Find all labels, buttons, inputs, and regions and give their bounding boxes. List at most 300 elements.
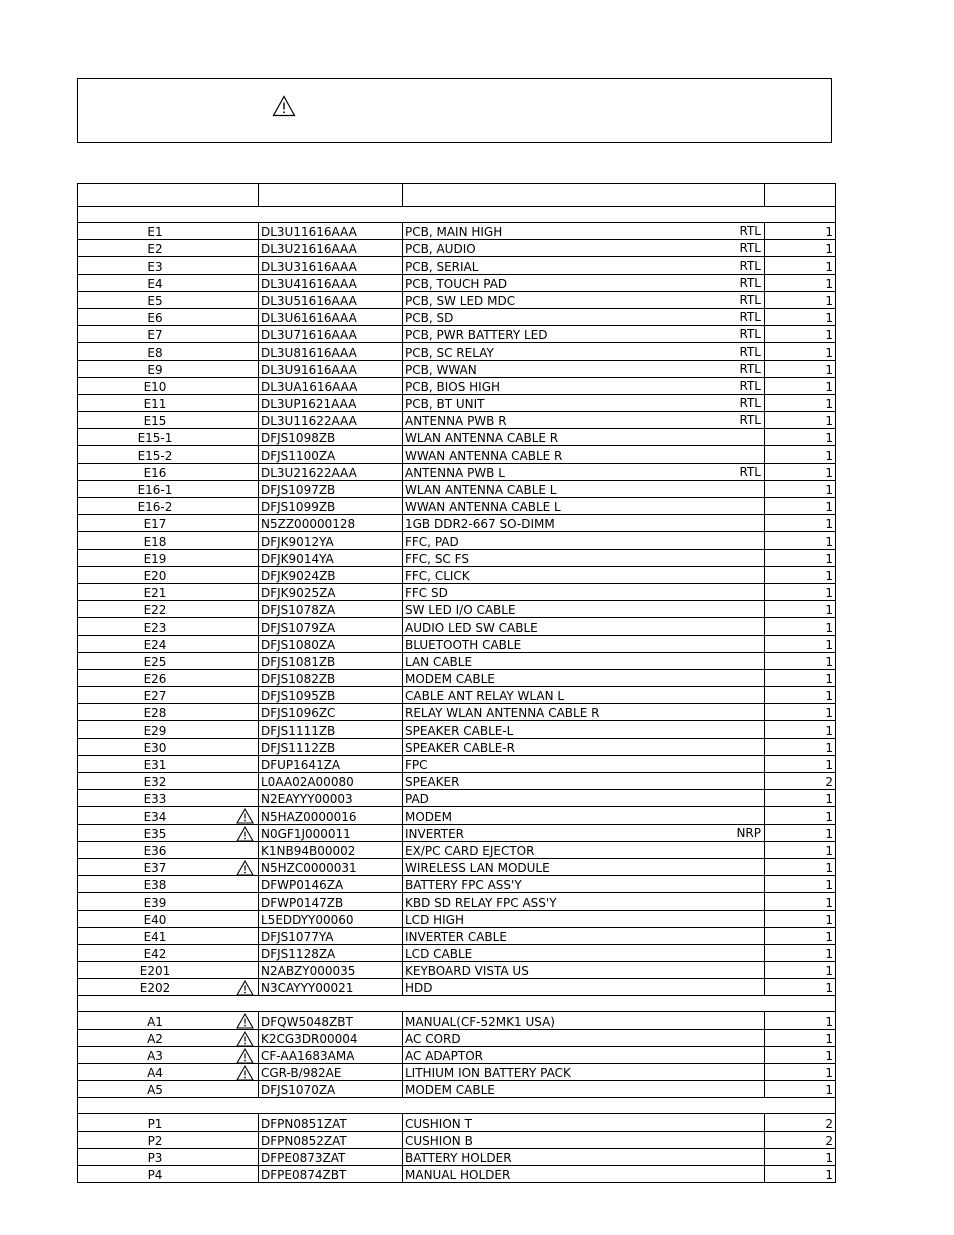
description: WIRELESS LAN MODULE	[405, 861, 550, 876]
ref-cell	[78, 446, 259, 463]
part-no: DFJS1077YA	[259, 927, 403, 944]
description: WWAN ANTENNA CABLE R	[405, 448, 563, 463]
description: PAD	[405, 792, 429, 807]
description: FPC	[405, 758, 428, 772]
description-cell	[403, 738, 765, 755]
part-no: DFJS1070ZA	[259, 1081, 403, 1098]
quantity: 1	[765, 223, 836, 240]
quantity: 1	[765, 291, 836, 308]
warning-triangle-icon	[236, 808, 254, 824]
table-row	[78, 549, 836, 566]
description-cell	[403, 1165, 765, 1182]
ref-no: P3	[147, 1150, 163, 1165]
description: CABLE ANT RELAY WLAN L	[405, 689, 565, 704]
ref-cell	[78, 257, 259, 274]
remark: RTL	[739, 258, 761, 273]
description-cell	[403, 1029, 765, 1046]
quantity: 1	[765, 962, 836, 979]
description-cell	[403, 583, 765, 600]
ref-cell	[78, 291, 259, 308]
description: SPEAKER CABLE-L	[405, 723, 514, 738]
table-row	[78, 738, 836, 755]
ref-no: P1	[147, 1116, 163, 1131]
description: PCB, BIOS HIGH	[405, 379, 501, 394]
description-cell	[403, 876, 765, 893]
header-cell-part	[259, 184, 403, 207]
table-row	[78, 394, 836, 411]
ref-no: E202	[139, 981, 171, 996]
ref-cell	[78, 343, 259, 360]
description-cell	[403, 429, 765, 446]
quantity: 1	[765, 893, 836, 910]
description-cell	[403, 755, 765, 772]
ref-no: E15-1	[137, 431, 173, 446]
warning-triangle-icon	[236, 1013, 254, 1029]
ref-no: E2	[147, 242, 163, 257]
table-row	[78, 291, 836, 308]
description: FFC SD	[405, 586, 448, 601]
ref-cell	[78, 1046, 259, 1063]
ref-cell	[78, 652, 259, 669]
table-row	[78, 721, 836, 738]
table-row	[78, 1131, 836, 1148]
description-cell	[403, 841, 765, 858]
quantity: 2	[765, 773, 836, 790]
table-row	[78, 326, 836, 343]
ref-cell	[78, 583, 259, 600]
ref-cell	[78, 858, 259, 875]
description-cell	[403, 601, 765, 618]
quantity: 1	[765, 824, 836, 841]
description-cell	[403, 807, 765, 824]
part-no: DL3U21622AAA	[259, 463, 403, 480]
remark: RTL	[739, 413, 761, 428]
description: ANTENNA PWB R	[405, 414, 507, 429]
quantity: 1	[765, 498, 836, 515]
description: BLUETOOTH CABLE	[405, 637, 522, 652]
description-cell	[403, 463, 765, 480]
table-row	[78, 583, 836, 600]
description: EX/PC CARD EJECTOR	[405, 843, 535, 858]
description: LCD HIGH	[405, 912, 465, 927]
ref-cell	[78, 721, 259, 738]
ref-cell	[78, 1114, 259, 1131]
section-divider-row	[78, 996, 836, 1012]
part-no: DFJS1099ZB	[259, 498, 403, 515]
ref-cell	[78, 223, 259, 240]
table-row	[78, 687, 836, 704]
description-cell	[403, 1114, 765, 1131]
description-cell	[403, 1131, 765, 1148]
quantity: 1	[765, 635, 836, 652]
ref-no: A4	[147, 1066, 163, 1081]
section-divider-row	[78, 1098, 836, 1114]
remark: RTL	[739, 292, 761, 307]
part-no: DFJS1111ZB	[259, 721, 403, 738]
description-cell	[403, 326, 765, 343]
description: AC ADAPTOR	[405, 1049, 483, 1063]
description-cell	[403, 498, 765, 515]
description-cell	[403, 704, 765, 721]
ref-no: P2	[147, 1133, 163, 1148]
part-no: DL3U21616AAA	[259, 240, 403, 257]
remark: NRP	[736, 825, 761, 840]
part-no: DFJS1098ZB	[259, 429, 403, 446]
ref-no: E33	[143, 792, 167, 807]
quantity: 1	[765, 721, 836, 738]
table-row	[78, 618, 836, 635]
quantity: 2	[765, 1131, 836, 1148]
description-cell	[403, 549, 765, 566]
ref-no: E23	[143, 620, 167, 635]
quantity: 2	[765, 1114, 836, 1131]
ref-no: E16-2	[137, 500, 173, 515]
part-no: K1NB94B00002	[259, 841, 403, 858]
part-no: DFWP0146ZA	[259, 876, 403, 893]
table-row	[78, 1029, 836, 1046]
part-no: DL3U81616AAA	[259, 343, 403, 360]
quantity: 1	[765, 704, 836, 721]
ref-no: E15-2	[137, 448, 173, 463]
ref-no: E27	[143, 689, 167, 704]
ref-no: E7	[147, 328, 163, 343]
ref-no: E35	[143, 826, 167, 841]
description: PCB, SD	[405, 311, 454, 326]
description: KEYBOARD VISTA US	[405, 964, 529, 979]
ref-cell	[78, 618, 259, 635]
ref-no: A1	[147, 1014, 163, 1029]
description: MODEM CABLE	[405, 672, 495, 687]
description-cell	[403, 480, 765, 497]
quantity: 1	[765, 446, 836, 463]
quantity: 1	[765, 755, 836, 772]
header-cell-ref	[78, 184, 259, 207]
ref-no: E31	[143, 758, 167, 772]
quantity: 1	[765, 601, 836, 618]
part-no: L0AA02A00080	[259, 773, 403, 790]
quantity: 1	[765, 463, 836, 480]
ref-cell	[78, 910, 259, 927]
ref-no: E11	[143, 397, 167, 412]
description: PCB, WWAN	[405, 362, 477, 377]
table-row	[78, 223, 836, 240]
table-row	[78, 893, 836, 910]
description-cell	[403, 618, 765, 635]
part-no: DL3U11616AAA	[259, 223, 403, 240]
description-cell	[403, 858, 765, 875]
ref-cell	[78, 498, 259, 515]
ref-no: E18	[143, 534, 167, 549]
remark: RTL	[739, 275, 761, 290]
ref-cell	[78, 1081, 259, 1098]
description: LAN CABLE	[405, 654, 473, 669]
description-cell	[403, 343, 765, 360]
part-no: DFJS1097ZB	[259, 480, 403, 497]
part-no: N3CAYYY00021	[259, 979, 403, 996]
quantity: 1	[765, 377, 836, 394]
ref-cell	[78, 876, 259, 893]
part-no: DFJS1080ZA	[259, 635, 403, 652]
table-row	[78, 876, 836, 893]
description: HDD	[405, 981, 433, 996]
ref-no: E28	[143, 706, 167, 721]
ref-no: E3	[147, 259, 163, 274]
description-cell	[403, 1046, 765, 1063]
part-no: DFJS1100ZA	[259, 446, 403, 463]
table-row	[78, 429, 836, 446]
quantity: 1	[765, 583, 836, 600]
ref-no: E36	[143, 843, 167, 858]
ref-no: E25	[143, 654, 167, 669]
ref-cell	[78, 463, 259, 480]
ref-cell	[78, 601, 259, 618]
description: FFC, SC FS	[405, 551, 469, 566]
ref-cell	[78, 308, 259, 325]
ref-cell	[78, 755, 259, 772]
description: INVERTER CABLE	[405, 929, 507, 944]
description-cell	[403, 223, 765, 240]
part-no: DFJS1079ZA	[259, 618, 403, 635]
ref-no: E17	[143, 517, 167, 532]
description-cell	[403, 360, 765, 377]
ref-no: E26	[143, 672, 167, 687]
table-row	[78, 807, 836, 824]
table-row	[78, 773, 836, 790]
description: SPEAKER CABLE-R	[405, 740, 516, 755]
table-row	[78, 979, 836, 996]
description: CUSHION B	[405, 1133, 473, 1148]
part-no: DFJS1112ZB	[259, 738, 403, 755]
table-row	[78, 1064, 836, 1081]
part-no: N5HAZ0000016	[259, 807, 403, 824]
ref-cell	[78, 687, 259, 704]
ref-cell	[78, 326, 259, 343]
description-cell	[403, 927, 765, 944]
description-cell	[403, 412, 765, 429]
quantity: 1	[765, 1064, 836, 1081]
ref-cell	[78, 549, 259, 566]
table-row	[78, 927, 836, 944]
description: RELAY WLAN ANTENNA CABLE R	[405, 706, 600, 721]
description: WLAN ANTENNA CABLE L	[405, 483, 557, 497]
ref-cell	[78, 1012, 259, 1029]
table-row	[78, 377, 836, 394]
remark: RTL	[739, 241, 761, 256]
quantity: 1	[765, 979, 836, 996]
description: BATTERY HOLDER	[405, 1150, 512, 1165]
ref-cell	[78, 738, 259, 755]
quantity: 1	[765, 841, 836, 858]
remark: RTL	[739, 327, 761, 342]
part-no: N2ABZY000035	[259, 962, 403, 979]
table-row	[78, 480, 836, 497]
section-divider-cell	[78, 996, 836, 1012]
quantity: 1	[765, 910, 836, 927]
ref-no: E30	[143, 740, 167, 755]
ref-cell	[78, 944, 259, 961]
part-no: CF-AA1683AMA	[259, 1046, 403, 1063]
description: PCB, MAIN HIGH	[405, 225, 503, 240]
table-row	[78, 858, 836, 875]
ref-cell	[78, 429, 259, 446]
ref-no: P4	[147, 1168, 163, 1183]
part-no: DL3U61616AAA	[259, 308, 403, 325]
section-divider-row	[78, 207, 836, 223]
table-row	[78, 962, 836, 979]
parts-list-body	[78, 184, 836, 1183]
part-no: DFPE0873ZAT	[259, 1148, 403, 1165]
remark: RTL	[739, 464, 761, 479]
table-row	[78, 446, 836, 463]
description: ANTENNA PWB L	[405, 465, 505, 480]
ref-no: E5	[147, 293, 163, 308]
quantity: 1	[765, 1029, 836, 1046]
quantity: 1	[765, 1081, 836, 1098]
ref-no: E38	[143, 878, 167, 893]
ref-cell	[78, 1029, 259, 1046]
table-row	[78, 790, 836, 807]
description-cell	[403, 824, 765, 841]
table-row	[78, 944, 836, 961]
ref-cell	[78, 360, 259, 377]
quantity: 1	[765, 669, 836, 686]
ref-no: E9	[147, 362, 163, 377]
ref-cell	[78, 412, 259, 429]
description: MODEM	[405, 809, 452, 824]
ref-no: A3	[147, 1049, 163, 1063]
part-no: N2EAYYY00003	[259, 790, 403, 807]
quantity: 1	[765, 1165, 836, 1182]
description-cell	[403, 773, 765, 790]
quantity: 1	[765, 927, 836, 944]
ref-no: E32	[143, 775, 167, 790]
ref-cell	[78, 841, 259, 858]
ref-no: E1	[147, 225, 163, 240]
part-no: DFJK9025ZA	[259, 583, 403, 600]
table-row	[78, 652, 836, 669]
ref-cell	[78, 704, 259, 721]
remark: RTL	[739, 224, 761, 239]
ref-no: E8	[147, 345, 163, 360]
description: AUDIO LED SW CABLE	[405, 620, 538, 635]
part-no: CGR-B/982AE	[259, 1064, 403, 1081]
description-cell	[403, 377, 765, 394]
part-no: DL3U71616AAA	[259, 326, 403, 343]
quantity: 1	[765, 326, 836, 343]
description-cell	[403, 979, 765, 996]
quantity: 1	[765, 1148, 836, 1165]
part-no: DFJK9014YA	[259, 549, 403, 566]
quantity: 1	[765, 618, 836, 635]
ref-no: E42	[143, 947, 167, 962]
ref-no: E41	[143, 929, 167, 944]
remark: RTL	[739, 361, 761, 376]
description-cell	[403, 308, 765, 325]
description-cell	[403, 1012, 765, 1029]
quantity: 1	[765, 1046, 836, 1063]
part-no: N5ZZ00000128	[259, 515, 403, 532]
quantity: 1	[765, 807, 836, 824]
quantity: 1	[765, 257, 836, 274]
table-row	[78, 257, 836, 274]
part-no: DL3U31616AAA	[259, 257, 403, 274]
part-no: DL3UP1621AAA	[259, 394, 403, 411]
table-row	[78, 1081, 836, 1098]
ref-cell	[78, 669, 259, 686]
description: PCB, SERIAL	[405, 259, 479, 274]
table-row	[78, 343, 836, 360]
description-cell	[403, 240, 765, 257]
table-row	[78, 910, 836, 927]
description: INVERTER	[405, 826, 465, 841]
description: CUSHION T	[405, 1116, 472, 1131]
description: MANUAL(CF-52MK1 USA)	[405, 1014, 555, 1029]
ref-no: A2	[147, 1031, 163, 1046]
part-no: DFJS1082ZB	[259, 669, 403, 686]
quantity: 1	[765, 687, 836, 704]
description: SW LED I/O CABLE	[405, 603, 516, 618]
quantity: 1	[765, 944, 836, 961]
description: AC CORD	[405, 1031, 461, 1046]
table-row	[78, 1165, 836, 1182]
ref-cell	[78, 240, 259, 257]
part-no: DFPN0852ZAT	[259, 1131, 403, 1148]
ref-cell	[78, 532, 259, 549]
part-no: DFUP1641ZA	[259, 755, 403, 772]
description: KBD SD RELAY FPC ASS'Y	[405, 895, 557, 910]
section-divider-cell	[78, 207, 836, 223]
quantity: 1	[765, 549, 836, 566]
table-row	[78, 532, 836, 549]
ref-no: E15	[143, 414, 167, 429]
ref-cell	[78, 824, 259, 841]
quantity: 1	[765, 360, 836, 377]
part-no: DL3UA1616AAA	[259, 377, 403, 394]
ref-cell	[78, 566, 259, 583]
quantity: 1	[765, 343, 836, 360]
description-cell	[403, 652, 765, 669]
ref-no: E10	[143, 379, 167, 394]
ref-cell	[78, 515, 259, 532]
table-row	[78, 240, 836, 257]
warning-triangle-icon	[236, 980, 254, 996]
quantity: 1	[765, 394, 836, 411]
ref-no: E22	[143, 603, 167, 618]
ref-no: E29	[143, 723, 167, 738]
quantity: 1	[765, 876, 836, 893]
warning-triangle-icon	[236, 1031, 254, 1047]
table-row	[78, 498, 836, 515]
description: PCB, AUDIO	[405, 242, 476, 257]
remark: RTL	[739, 396, 761, 411]
part-no: DL3U51616AAA	[259, 291, 403, 308]
ref-cell	[78, 979, 259, 996]
safety-notice-box	[77, 78, 832, 143]
table-row	[78, 841, 836, 858]
ref-cell	[78, 635, 259, 652]
table-row	[78, 308, 836, 325]
quantity: 1	[765, 515, 836, 532]
description-cell	[403, 687, 765, 704]
part-no: DFJK9024ZB	[259, 566, 403, 583]
table-header-row	[78, 184, 836, 207]
part-no: L5EDDYY00060	[259, 910, 403, 927]
part-no: DFWP0147ZB	[259, 893, 403, 910]
ref-cell	[78, 927, 259, 944]
table-row	[78, 1012, 836, 1029]
ref-cell	[78, 480, 259, 497]
warning-triangle-icon	[272, 95, 296, 117]
